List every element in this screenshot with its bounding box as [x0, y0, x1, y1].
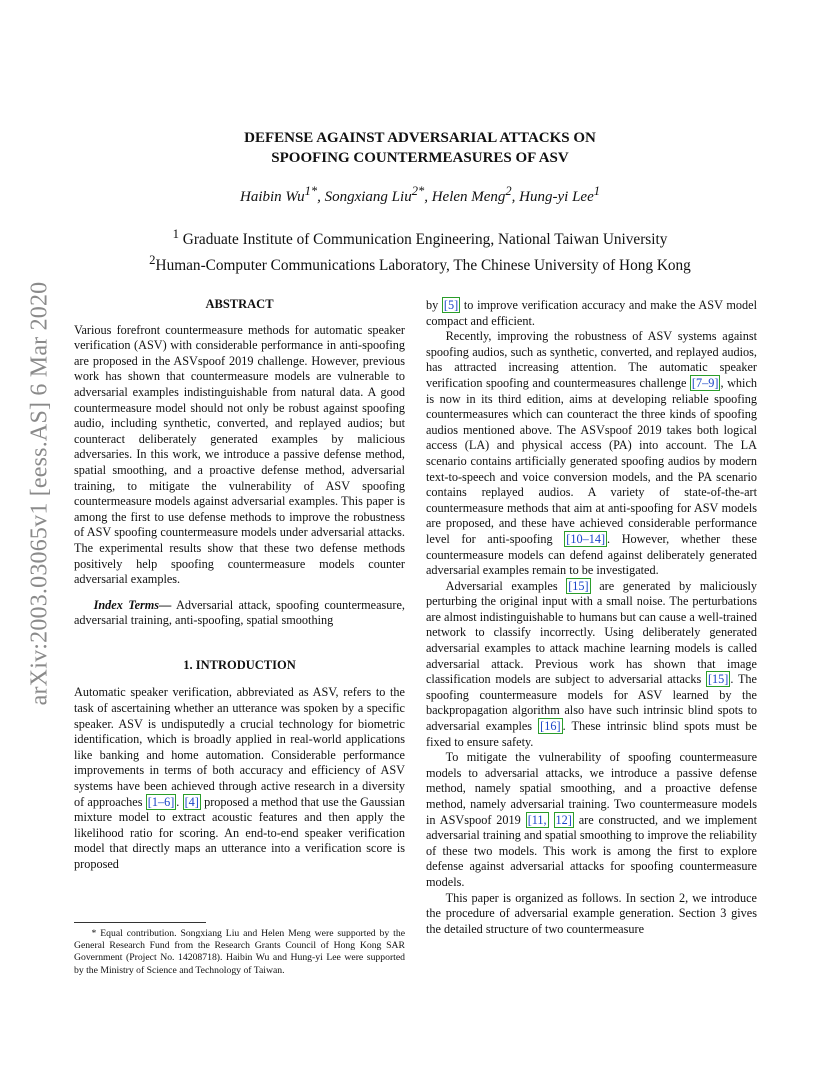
citation-link[interactable]: [15]	[707, 672, 729, 687]
citation-link[interactable]: [10–14]	[566, 531, 606, 546]
author-4-mark: 1	[593, 184, 600, 198]
introduction-heading: 1. INTRODUCTION	[183, 657, 296, 672]
author-3: , Helen Meng	[424, 189, 506, 205]
right-text: . These intrinsic blind spots must be fixed to ensure safety.	[426, 719, 757, 749]
footnote-divider	[74, 922, 206, 923]
citation-link[interactable]: [1–6]	[147, 794, 175, 809]
intro-text-a: Automatic speaker verification, abbreviated as ASV, refers to the task of ascertaining whether an utterance was spoken by a specific speaker. ASV is undisputedly a crucial technology for biometric identification, which is broadly applied in real-world applications like banking and home automation. Considerable performance improvements in terms of both accuracy and efficiency of ASV systems have been achieved through active research in a diversity of approaches	[74, 685, 405, 809]
affiliation-1-text: Graduate Institute of Communication Engineering, National Taiwan University	[178, 231, 668, 249]
affiliation-1	[100, 224, 740, 250]
right-paragraph-2	[426, 329, 757, 579]
citation-link[interactable]: [4]	[184, 794, 199, 809]
author-2-mark: 2*	[411, 184, 425, 198]
right-column	[426, 298, 757, 937]
right-text: are constructed, and we implement adversarial training and spatial smoothing to improve the reliability of these two models. This work is among the first to explore defense against adversarial attacks for spoofing countermeasure models.	[426, 812, 758, 889]
index-terms	[74, 598, 405, 629]
citation-link[interactable]: [5]	[443, 298, 459, 312]
author-3-mark: 2	[505, 184, 512, 198]
right-text: , which is now in its third edition, aims at developing reliable spoofing countermeasures which can counteract the three kinds of spoofing audios mentioned above. The ASVspoof 2019 takes both logical access (LA) and physical access (PA) into account. The LA scenario contains artificially generated spoofing audios by modern text-to-speech and voice conversion models, and the PA scenario contains replayed audios. A variety of state-of-the-art countermeasure methods that aim at anti-spoofing for ASV models are proposed, and these have achieved considerable performance level for anti-spoofing	[426, 375, 757, 546]
left-column	[74, 297, 405, 873]
right-paragraph-5: This paper is organized as follows. In section 2, we introduce the procedure of adversarial example generation. Section 3 gives the detailed structure of two countermeasure	[426, 890, 757, 936]
footnote: * Equal contribution. Songxiang Liu and Helen Meng were supported by the General Research Fund from the Research Grants Council of Hong Kong SAR Government (Project No. 14208718). Haibin Wu and Hung-yi Lee were supported by the Ministry of Science and Technology of Taiwan.	[74, 928, 405, 976]
title-line-1: DEFENSE AGAINST ADVERSARIAL ATTACKS ON	[244, 130, 596, 146]
arxiv-id-text: arXiv:2003.03065v1 [eess.AS] 6 Mar 2020	[26, 281, 53, 705]
right-text: by	[426, 298, 442, 312]
right-text: . However, whether these countermeasure models can defend against deliberately generated adversarial examples remain to be investigated.	[426, 531, 757, 578]
right-paragraph-4	[426, 750, 757, 890]
right-text: are generated by maliciously perturbing the original input with a small noise. The perturbations are almost indistinguishable to humans but can cause a well-trained network to classify incorrectly. Using deliberately generated adversarial examples to attack machine learning models is called adversarial attack. Previous work has shown that image classification models are subject to adversarial attacks	[426, 578, 757, 687]
author-1-mark: 1*	[304, 184, 318, 198]
author-list	[160, 184, 680, 206]
author-1: Haibin Wu	[240, 189, 305, 205]
citation-link[interactable]: [7–9]	[691, 375, 719, 390]
arxiv-sidebar-stamp	[20, 283, 60, 703]
right-text: . The spoofing countermeasure models for ASV learned by the backpropagation algorithm also have such intrinsic blind spots to adversarial examples	[426, 672, 757, 734]
title-line-2: SPOOFING COUNTERMEASURES OF ASV	[271, 150, 569, 166]
affiliation-1-mark: 1	[172, 227, 179, 241]
paper-title	[180, 128, 660, 168]
index-terms-label: Index Terms—	[93, 597, 172, 612]
intro-paragraph-1	[74, 685, 405, 872]
right-text: Recently, improving the robustness of ASV systems against spoofing audios, such as synthetic, converted, and replayed audios, has attracted increasing attention. The automatic speaker verification spoofing and countermeasures challenge	[426, 329, 757, 390]
affiliations	[100, 224, 740, 276]
affiliation-2	[100, 250, 740, 276]
right-paragraph-3	[426, 579, 757, 751]
abstract-text: Various forefront countermeasure methods for automatic speaker verification (ASV) with considerable performance in anti-spoofing are proposed in the ASVspoof 2019 challenge. However, previous work has shown that countermeasure models are vulnerable to adversarial examples indistinguishable from natural data. A good countermeasure model should not only be robust against spoofing audio, including synthetic, converted, and replayed audios; but counteract deliberately generated examples by malicious adversaries. In this work, we introduce a passive defense method, spatial smoothing, and a proactive defense method, adversarial training, to mitigate the vulnerability of ASV spoofing countermeasure models against adversarial examples. This paper is among the first to use defense methods to improve the robustness of ASV spoofing countermeasure models under adversarial attacks. The experimental results show that these two defense methods positively help spoofing countermeasure models counter adversarial examples.	[74, 322, 405, 587]
intro-text-c: proposed a method that use the Gaussian mixture model to extract acoustic features and then apply the likelihood ratio for scoring. An end-to-end speaker verification model that directly maps an utterance into a verification score is proposed	[74, 794, 405, 871]
citation-link[interactable]: 12]	[555, 812, 572, 827]
index-terms-text: Adversarial attack, spoofing countermeasure, adversarial training, anti-spoofing, spatial smoothing	[74, 597, 405, 628]
affiliation-2-mark: 2	[149, 253, 156, 268]
right-text: To mitigate the vulnerability of spoofing countermeasure models to adversarial attacks, we introduce a passive defense method, namely spatial smoothing, and a proactive defense method, namely adversarial training. Two countermeasure models in ASVspoof 2019	[426, 750, 757, 827]
citation-link[interactable]: [11,	[527, 812, 547, 827]
right-text: Adversarial examples	[445, 578, 567, 593]
author-4: , Hung-yi Lee	[511, 189, 594, 205]
right-paragraph-1	[426, 298, 757, 329]
author-2: , Songxiang Liu	[317, 189, 412, 205]
abstract-heading: ABSTRACT	[205, 297, 274, 311]
citation-link[interactable]: [16]	[540, 719, 561, 734]
citation-link[interactable]: [15]	[568, 578, 589, 593]
right-text: to improve verification accuracy and make the ASV model compact and efficient.	[426, 298, 757, 328]
intro-text-b: .	[176, 794, 183, 809]
affiliation-2-text: Human-Computer Communications Laboratory, The Chinese University of Hong Kong	[155, 257, 691, 275]
